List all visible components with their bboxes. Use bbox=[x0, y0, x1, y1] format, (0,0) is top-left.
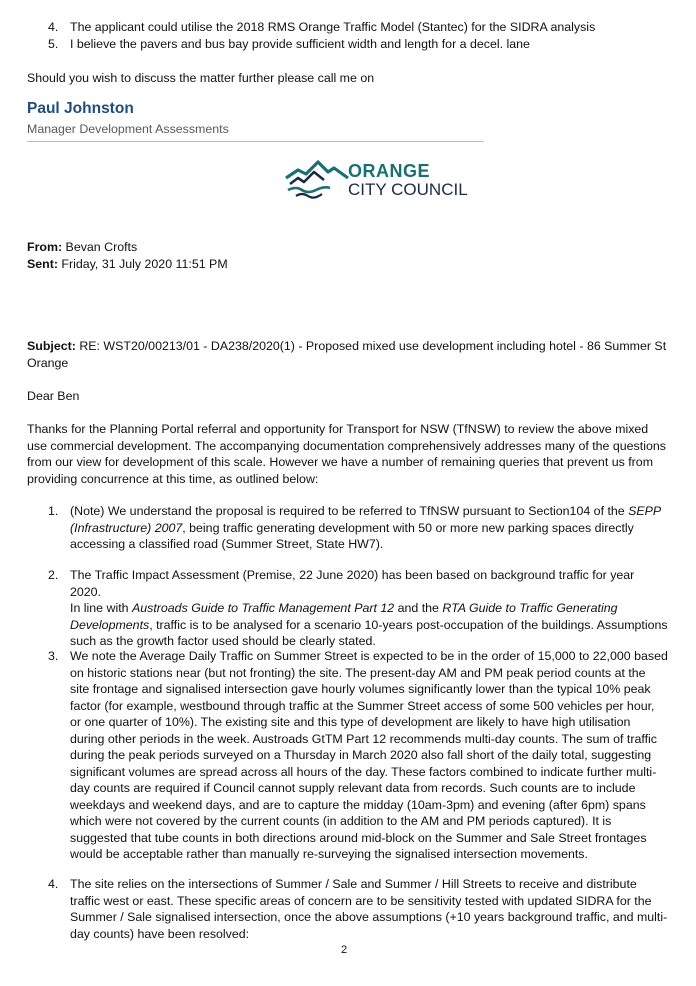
item-text: on historic stations near (but not fronting) the site. The present-day AM and PM peak period counts at the bbox=[70, 665, 646, 680]
item-italic: Developments bbox=[70, 617, 150, 632]
item-text: which were not covered by the current counts (in addition to the AM and PM periods captured). It is bbox=[70, 814, 612, 828]
email-sent bbox=[27, 256, 228, 273]
item-text: We note the Average Daily Traffic on Summer Street is expected to be in the order of 15,000 to 22,000 based bbox=[70, 649, 668, 663]
item-text: significant volumes are spread across all hours of the day. These factors combined to indicate further multi- bbox=[70, 764, 657, 779]
email-subject bbox=[27, 338, 677, 371]
item-text: would be acceptable rather than manually re-surveying the signalised intersection movements. bbox=[70, 847, 588, 861]
mountain-river-icon bbox=[284, 158, 350, 202]
list-number: 4. bbox=[48, 877, 59, 891]
intro-paragraph bbox=[27, 421, 677, 487]
email-from bbox=[27, 239, 137, 256]
list-text: I believe the pavers and bus bay provide sufficient width and length for a decel. lane bbox=[70, 37, 530, 51]
item-text: (Note) We understand the proposal is required to be referred to TfNSW pursuant to Section104 of the bbox=[70, 504, 629, 518]
from-label: From: bbox=[27, 240, 63, 254]
item-text: Summer / Sale signalised intersection, once the above assumptions (+10 years background traffic, and multi- bbox=[70, 910, 668, 924]
from-value: Bevan Crofts bbox=[62, 240, 138, 254]
logo-line2: CITY COUNCIL bbox=[348, 180, 468, 199]
item-text: In line with bbox=[70, 601, 132, 615]
item-text: , being traffic generating development with 50 or more new parking spaces directly bbox=[182, 520, 634, 535]
list-number: 3. bbox=[48, 649, 59, 663]
item-text: or one quarter of 10%). The existing site and this type of development are likely to have high utilisation bbox=[70, 715, 631, 729]
item-text: The site relies on the intersections of Summer / Sale and Summer / Hill Streets to receive and distribute bbox=[70, 877, 637, 891]
sent-value: Friday, 31 July 2020 11:51 PM bbox=[57, 257, 228, 271]
intro-line: use commercial development. The accompanying documentation comprehensively addresses many of the questions bbox=[27, 438, 666, 453]
item-text: during the peak periods surveyed on a Thursday in March 2020 also fall short of the daily total, suggesting bbox=[70, 748, 652, 762]
list-number: 4. bbox=[48, 20, 59, 34]
item-text: , traffic is to be analysed for a scenario 10-years post-occupation of the buildings. Assumptions bbox=[149, 617, 668, 632]
item-italic: RTA Guide to Traffic Generating bbox=[442, 601, 618, 615]
subject-line1: RE: WST20/00213/01 - DA238/2020(1) - Proposed mixed use development including hotel - 86 Summer St bbox=[75, 339, 667, 353]
item-text: and the bbox=[394, 601, 443, 615]
list-number: 5. bbox=[48, 37, 59, 51]
subject-line2: Orange bbox=[27, 355, 69, 370]
item-text: traffic west or east. These specific areas of concern are to be sensitivity tested with updated SIDRA for the bbox=[70, 893, 652, 908]
item-text: The Traffic Impact Assessment (Premise, 22 June 2020) has been based on background traffic for year 2020. bbox=[70, 568, 635, 599]
intro-line: Thanks for the Planning Portal referral and opportunity for Transport for NSW (TfNSW) to review the above mixed bbox=[27, 422, 649, 436]
item-text: factor (for example, westbound through traffic at the Summer Street access of some 500 vehicles per hour, bbox=[70, 698, 655, 713]
item-italic: (Infrastructure) 2007 bbox=[70, 520, 183, 535]
item-italic: Austroads Guide to Traffic Management Part 12 bbox=[131, 601, 395, 615]
item-text: during other periods in the week. Austroads GtTM Part 12 recommends multi-day counts. The sum of traffic bbox=[70, 731, 657, 746]
signature-divider bbox=[27, 141, 484, 142]
item-text: suggested that tube counts in both directions around mid-block on the Summer and Sale Street frontages bbox=[70, 830, 647, 845]
list-number: 2. bbox=[48, 568, 59, 582]
sent-label: Sent: bbox=[27, 257, 58, 271]
item-text: day counts) have been resolved: bbox=[70, 926, 250, 941]
intro-line: providing concurrence at this time, as outlined below: bbox=[27, 471, 319, 486]
item-text: day counts are required if Council cannot supply relevant data from records. Such counts are to include bbox=[70, 781, 636, 795]
item-italic: SEPP bbox=[628, 504, 662, 518]
item-text: such as the growth factor used should be clearly stated. bbox=[70, 634, 376, 648]
discuss-text: Should you wish to discuss the matter further please call me on bbox=[27, 71, 375, 85]
item-text: site frontage and signalised intersection gave hourly volumes significantly lower than the typical 10% peak bbox=[70, 682, 651, 696]
list-number: 1. bbox=[48, 504, 59, 518]
page-number: 2 bbox=[341, 944, 348, 956]
signature-title: Manager Development Assessments bbox=[27, 122, 229, 136]
greeting: Dear Ben bbox=[27, 389, 80, 403]
item-text: weekdays and weekend days, and are to capture the midday (10am-3pm) and evening (after 6pm) spans bbox=[70, 797, 646, 812]
intro-line: from our view for development of this scale. However we have a number of remaining queries that prevent us from bbox=[27, 455, 654, 469]
subject-label: Subject: bbox=[27, 339, 76, 353]
list-text: The applicant could utilise the 2018 RMS Orange Traffic Model (Stantec) for the SIDRA analysis bbox=[70, 20, 596, 34]
signature-name: Paul Johnston bbox=[27, 100, 134, 117]
logo-line1: ORANGE bbox=[348, 161, 431, 181]
item-text: accessing a classified road (Summer Street, State HW7). bbox=[70, 537, 384, 551]
orange-city-council-logo bbox=[284, 158, 484, 202]
